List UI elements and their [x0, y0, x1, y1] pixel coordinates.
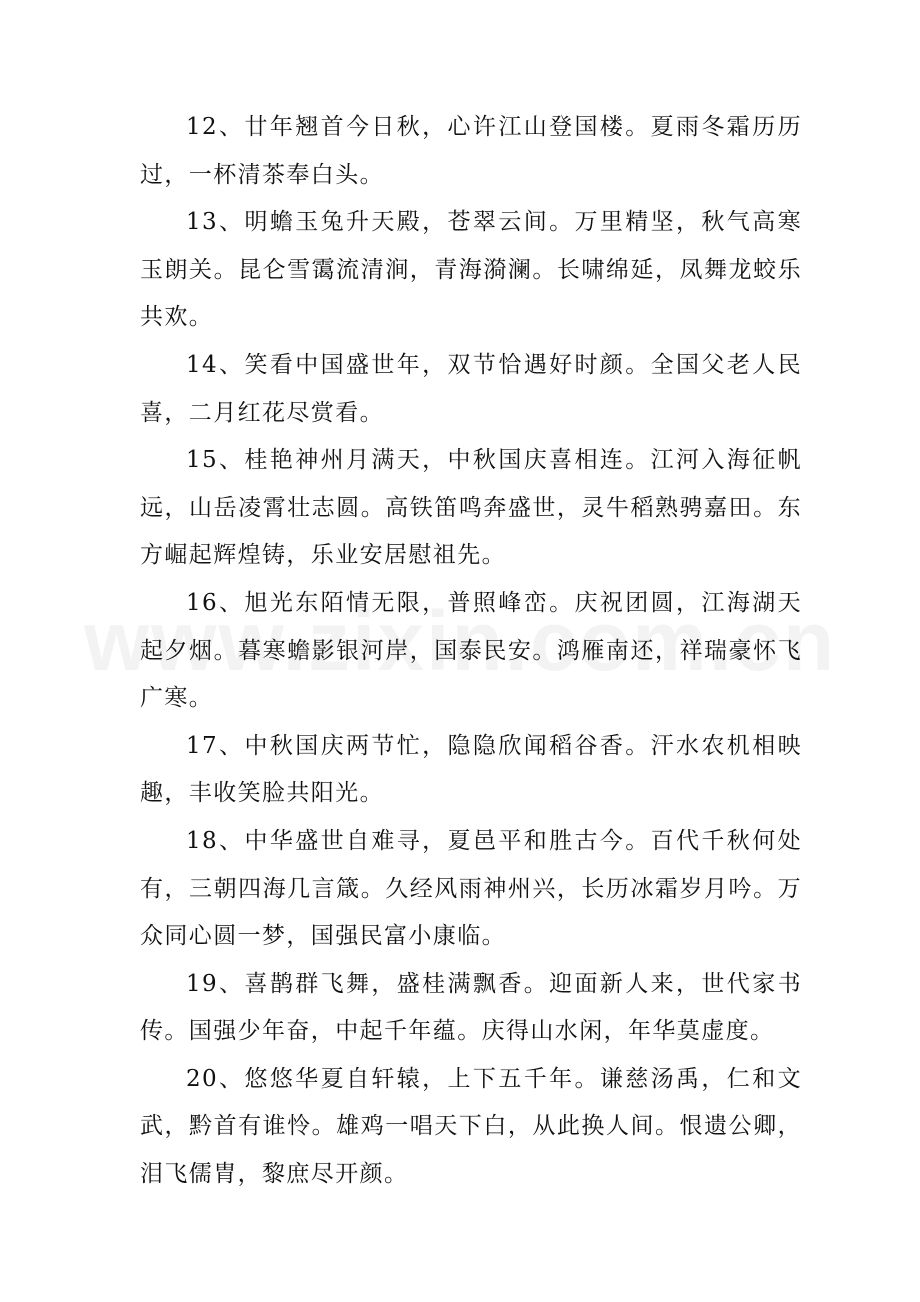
poem-paragraph-13: 13、明蟾玉兔升天殿，苍翠云间。万里精坚，秋气高寒玉朗关。昆仑雪霭流清涧，青海漪澜。长啸绵延，凤舞龙蛟乐共欢。: [140, 209, 802, 331]
poem-paragraph-18: 18、中华盛世自难寻，夏邑平和胜古今。百代千秋何处有，三朝四海几言箴。久经风雨神州兴，长历冰霜岁月吟。万众同心圆一梦，国强民富小康临。: [140, 827, 802, 950]
poem-paragraph-15: 15、桂艳神州月满天，中秋国庆喜相连。江河入海征帆远，山岳凌霄壮志圆。高铁笛鸣奔盛世，灵牛稻熟骋嘉田。东方崛起辉煌铸，乐业安居慰祖先。: [140, 447, 802, 569]
poem-paragraph-16: 16、旭光东陌情无限，普照峰峦。庆祝团圆，江海湖天起夕烟。暮寒蟾影银河岸，国泰民安。鸿雁南还，祥瑞豪怀飞广寒。: [140, 589, 802, 712]
poem-paragraph-14: 14、笑看中国盛世年，双节恰遇好时颜。全国父老人民喜，二月红花尽赏看。: [140, 351, 802, 426]
poem-paragraph-17: 17、中秋国庆两节忙，隐隐欣闻稻谷香。汗水农机相映趣，丰收笑脸共阳光。: [140, 732, 802, 807]
document-body: [140, 104, 802, 1199]
poem-paragraph-20: 20、悠悠华夏自轩辕，上下五千年。谦慈汤禹，仁和文武，黔首有谁怜。雄鸡一唱天下白，从此换人间。恨遗公卿，泪飞儒胄，黎庶尽开颜。: [140, 1065, 802, 1188]
poem-paragraph-19: 19、喜鹊群飞舞，盛桂满飘香。迎面新人来，世代家书传。国强少年奋，中起千年蕴。庆得山水闲，年华莫虚度。: [140, 970, 802, 1045]
poem-paragraph-12: 12、廿年翘首今日秋，心许江山登国楼。夏雨冬霜历历过，一杯清茶奉白头。: [140, 114, 802, 188]
